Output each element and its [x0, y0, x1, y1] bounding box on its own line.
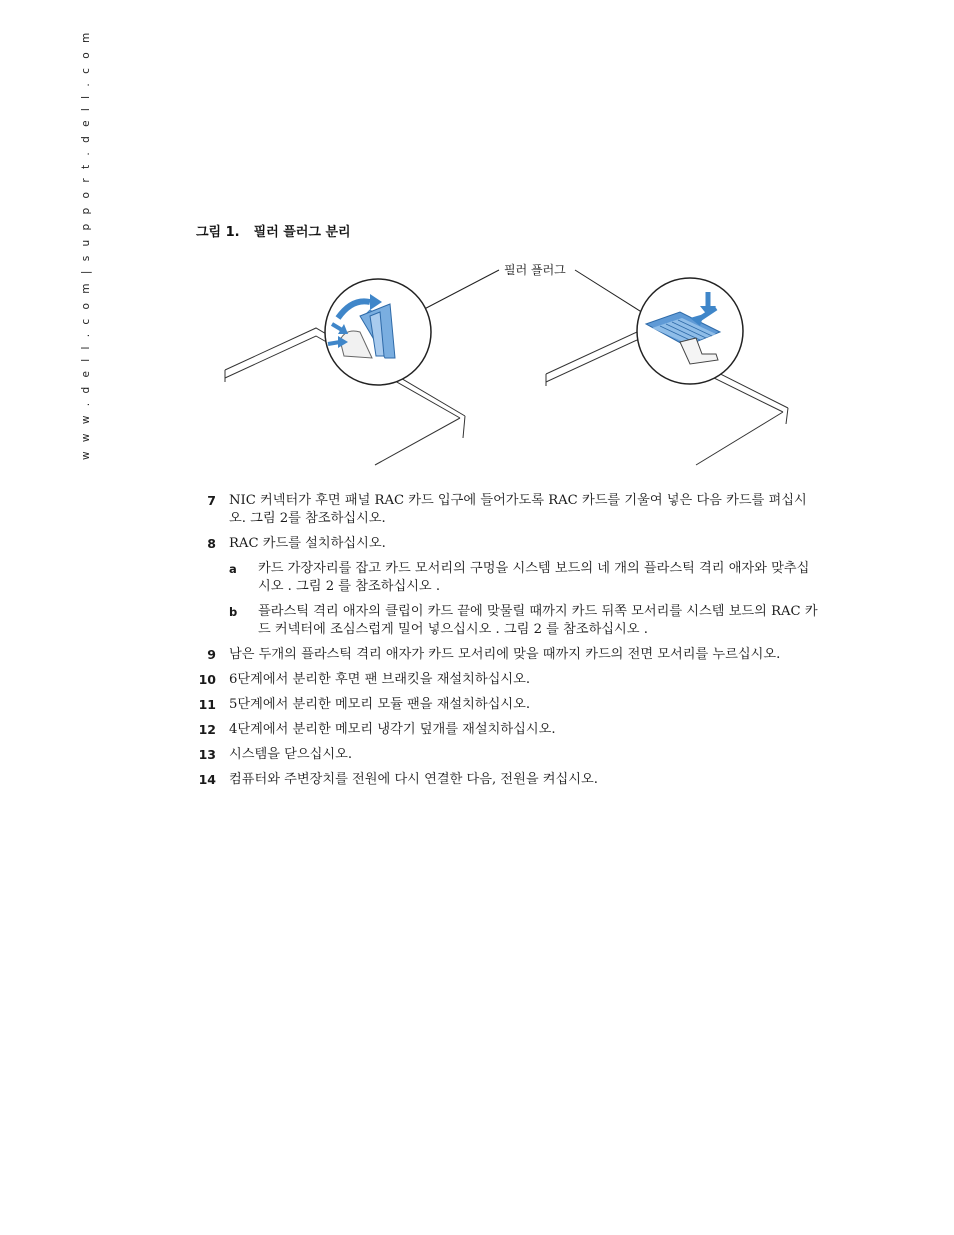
zoom-circle-right	[637, 278, 743, 384]
step-text: 시스템을 닫으십시오.	[229, 747, 353, 762]
substep-letter: a	[229, 562, 237, 576]
step-item	[196, 721, 821, 739]
step-item	[196, 746, 821, 764]
step-item	[196, 492, 821, 528]
step-item	[196, 535, 821, 553]
figure-number: 그림 1.	[196, 225, 240, 240]
step-number: 14	[198, 772, 216, 787]
figure-caption	[196, 221, 351, 240]
step-number: 12	[198, 722, 216, 737]
step-number: 8	[207, 536, 216, 551]
figure-illustration	[220, 258, 810, 470]
step-text: 컴퓨터와 주변장치를 전원에 다시 연결한 다음, 전원을 켜십시오.	[229, 772, 598, 787]
step-text: 4단계에서 분리한 메모리 냉각기 덮개를 재설치하십시오.	[229, 722, 556, 737]
substep-text: 카드 가장자리를 잡고 카드 모서리의 구멍을 시스템 보드의 네 개의 플라스틱 격리 애자와 맞추십시오 . 그림 2 를 참조하십시오 .	[258, 561, 810, 594]
step-text: NIC 커넥터가 후면 패널 RAC 카드 입구에 들어가도록 RAC 카드를 기울여 넣은 다음 카드를 펴십시오. 그림 2를 참조하십시오.	[229, 493, 807, 526]
step-text: 남은 두개의 플라스틱 격리 애자가 카드 모서리에 맞을 때까지 카드의 전면 모서리를 누르십시오.	[229, 647, 781, 662]
callout-label: 필러 플러그	[501, 261, 569, 278]
substep-letter: b	[229, 605, 238, 619]
step-number: 9	[207, 647, 216, 662]
step-number: 13	[198, 747, 216, 762]
step-text: 6단계에서 분리한 후면 팬 브래킷을 재설치하십시오.	[229, 672, 531, 687]
step-number: 11	[198, 697, 216, 712]
substep-item	[196, 560, 821, 596]
step-number: 10	[198, 672, 216, 687]
step-text: RAC 카드를 설치하십시오.	[229, 536, 386, 551]
step-item	[196, 671, 821, 689]
instruction-steps	[196, 492, 821, 796]
substep-text: 플라스틱 격리 애자의 클립이 카드 끝에 맞물릴 때까지 카드 뒤쪽 모서리를 시스템 보드의 RAC 카드 커넥터에 조심스럽게 밀어 넣으십시오 . 그림 2 를 참조하십시오 .	[258, 604, 818, 637]
step-text: 5단계에서 분리한 메모리 모듈 팬을 재설치하십시오.	[229, 697, 531, 712]
step-item	[196, 646, 821, 664]
figure-title: 필러 플러그 분리	[253, 225, 351, 240]
substep-item	[196, 603, 821, 639]
zoom-circle-left	[325, 279, 431, 385]
step-item	[196, 771, 821, 789]
sidebar-url: w w w . d e l l . c o m | s u p p o r t . d e l l . c o m	[80, 29, 92, 460]
step-item	[196, 696, 821, 714]
step-number: 7	[207, 493, 216, 508]
